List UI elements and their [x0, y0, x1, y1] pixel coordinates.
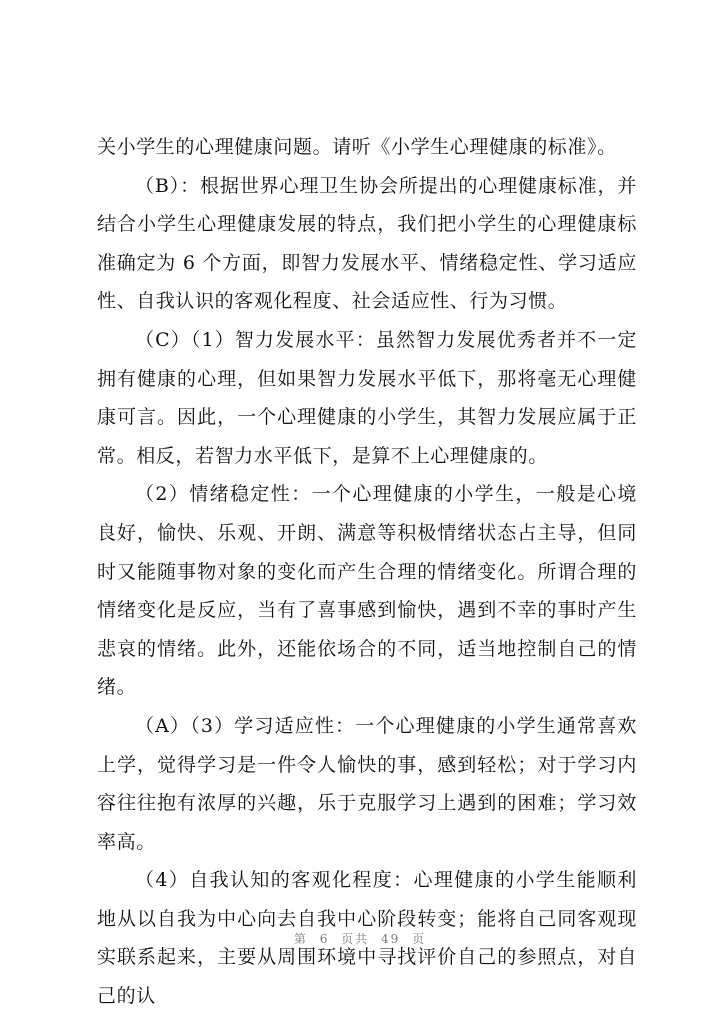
paragraph-3: （C）（1）智力发展水平：虽然智力发展优秀者并不一定拥有健康的心理，但如果智力发展水平低下，那将毫无心理健康可言。因此，一个心理健康的小学生，其智力发展应属于正常。相反，若智力水平低下，是算不上心理健康的。	[97, 328, 637, 467]
footer-prefix: 第	[293, 932, 308, 946]
footer-page-number: 6	[319, 932, 330, 946]
paragraph-6: （4）自我认知的客观化程度：心理健康的小学生能顺利地从以自我为中心向去自我中心阶段转变；能将自己同客观现实联系起来，主要从周围环境中寻找评价自己的参照点，对自己的认	[97, 869, 637, 1008]
footer-suffix: 页	[412, 932, 427, 946]
document-body	[97, 128, 637, 1016]
page-footer	[0, 930, 720, 947]
paragraph-1: 关小学生的心理健康问题。请听《小学生心理健康的标准》。	[97, 136, 617, 158]
paragraph-5: （A）（3）学习适应性：一个心理健康的小学生通常喜欢上学，觉得学习是一件令人愉快的事，感到轻松；对于学习内容往往抱有浓厚的兴趣，乐于克服学习上遇到的困难；学习效率高。	[97, 714, 637, 853]
footer-middle: 页共	[341, 932, 370, 946]
paragraph-4: （2）情绪稳定性：一个心理健康的小学生，一般是心境良好，愉快、乐观、开朗、满意等积极情绪状态占主导，但同时又能随事物对象的变化而产生合理的情绪变化。所谓合理的情绪变化是反应，当有了喜事感到愉快，遇到不幸的事时产生悲哀的情绪。此外，还能依场合的不同，适当地控制自己的情绪。	[97, 483, 637, 699]
footer-total-pages: 49	[381, 932, 401, 946]
paragraph-2: （B）：根据世界心理卫生协会所提出的心理健康标准，并结合小学生心理健康发展的特点，我们把小学生的心理健康标准确定为 6 个方面，即智力发展水平、情绪稳定性、学习适应性、自我认识的客观化程度、社会适应性、行为习惯。	[97, 174, 637, 313]
